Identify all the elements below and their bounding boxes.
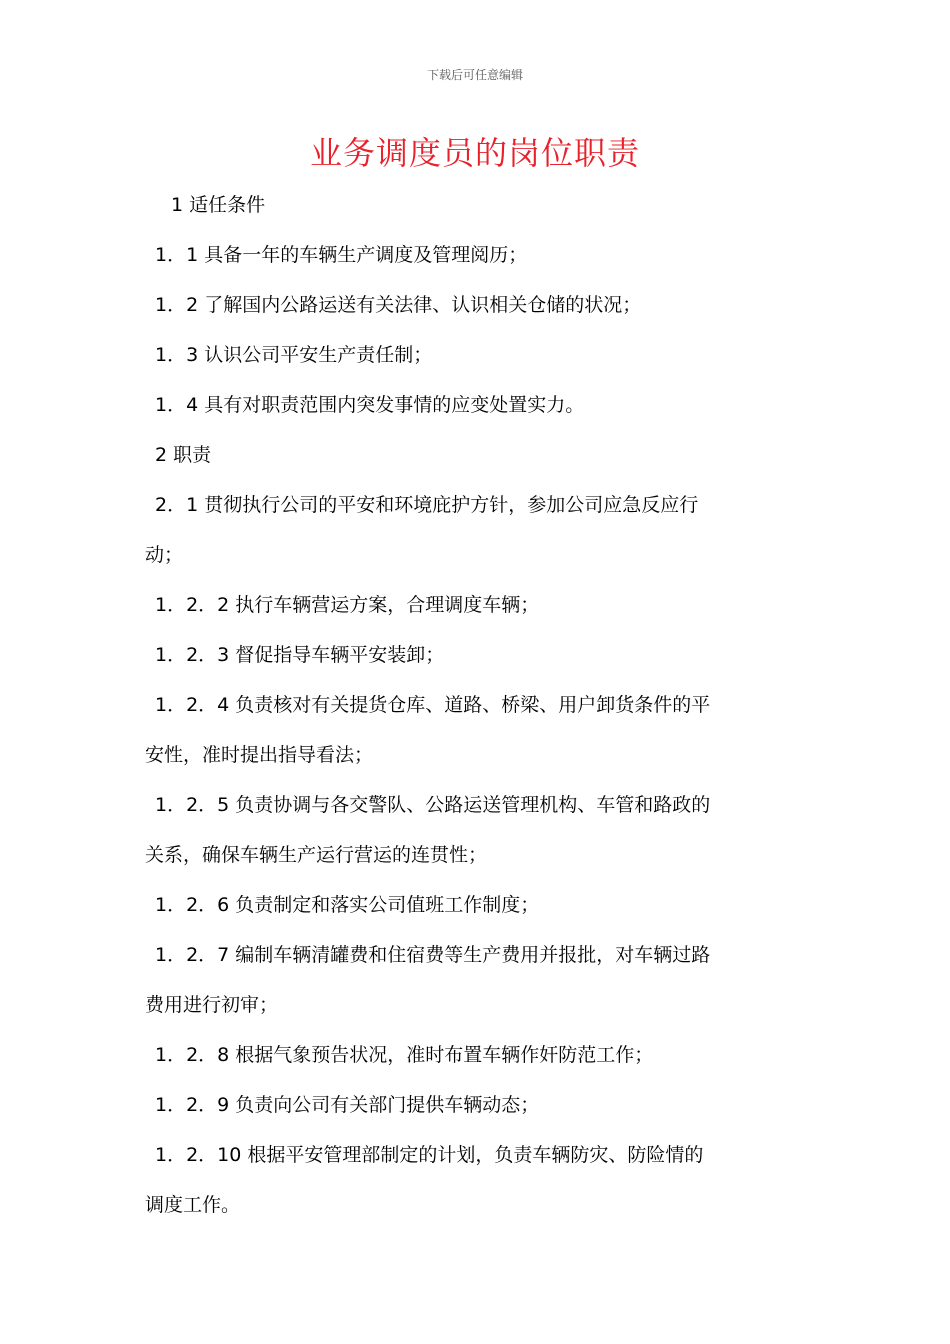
text-line: 费用进行初审； (145, 994, 279, 1016)
document-body (145, 180, 807, 1230)
text-line: 1．2．4 负责核对有关提货仓库、道路、桥梁、用户卸货条件的平 (155, 694, 711, 716)
text-line: 1 适任条件 (171, 194, 266, 216)
text-line: 动； (145, 544, 184, 566)
text-line: 1．2．3 督促指导车辆平安装卸； (155, 644, 445, 666)
text-line: 1．4 具有对职责范围内突发事情的应变处置实力。 (155, 394, 585, 416)
text-line: 安性，准时提出指导看法； (145, 744, 374, 766)
text-line: 2．1 贯彻执行公司的平安和环境庇护方针，参加公司应急反应行 (155, 494, 699, 516)
text-line: 2 职责 (155, 444, 212, 466)
text-line: 1．1 具备一年的车辆生产调度及管理阅历； (155, 244, 528, 266)
document-title: 业务调度员的岗位职责 (309, 134, 640, 172)
text-line: 1．2．2 执行车辆营运方案，合理调度车辆； (155, 594, 540, 616)
text-line: 关系，确保车辆生产运行营运的连贯性； (145, 844, 488, 866)
text-line: 1．2．8 根据气象预告状况，准时布置车辆作奸防范工作； (155, 1044, 654, 1066)
text-line: 1．2．5 负责协调与各交警队、公路运送管理机构、车管和路政的 (155, 794, 711, 816)
text-line: 1．2．6 负责制定和落实公司值班工作制度； (155, 894, 540, 916)
text-line: 1．2 了解国内公路运送有关法律、认识相关仓储的状况； (155, 294, 642, 316)
text-line: 1．2．7 编制车辆清罐费和住宿费等生产费用并报批，对车辆过路 (155, 944, 711, 966)
text-line: 调度工作。 (145, 1194, 241, 1216)
text-line: 1．3 认识公司平安生产责任制； (155, 344, 433, 366)
text-line: 1．2．9 负责向公司有关部门提供车辆动态； (155, 1094, 540, 1116)
text-line: 1．2．10 根据平安管理部制定的计划，负责车辆防灾、防险情的 (155, 1144, 704, 1166)
header-note: 下载后可任意编辑 (426, 68, 523, 82)
